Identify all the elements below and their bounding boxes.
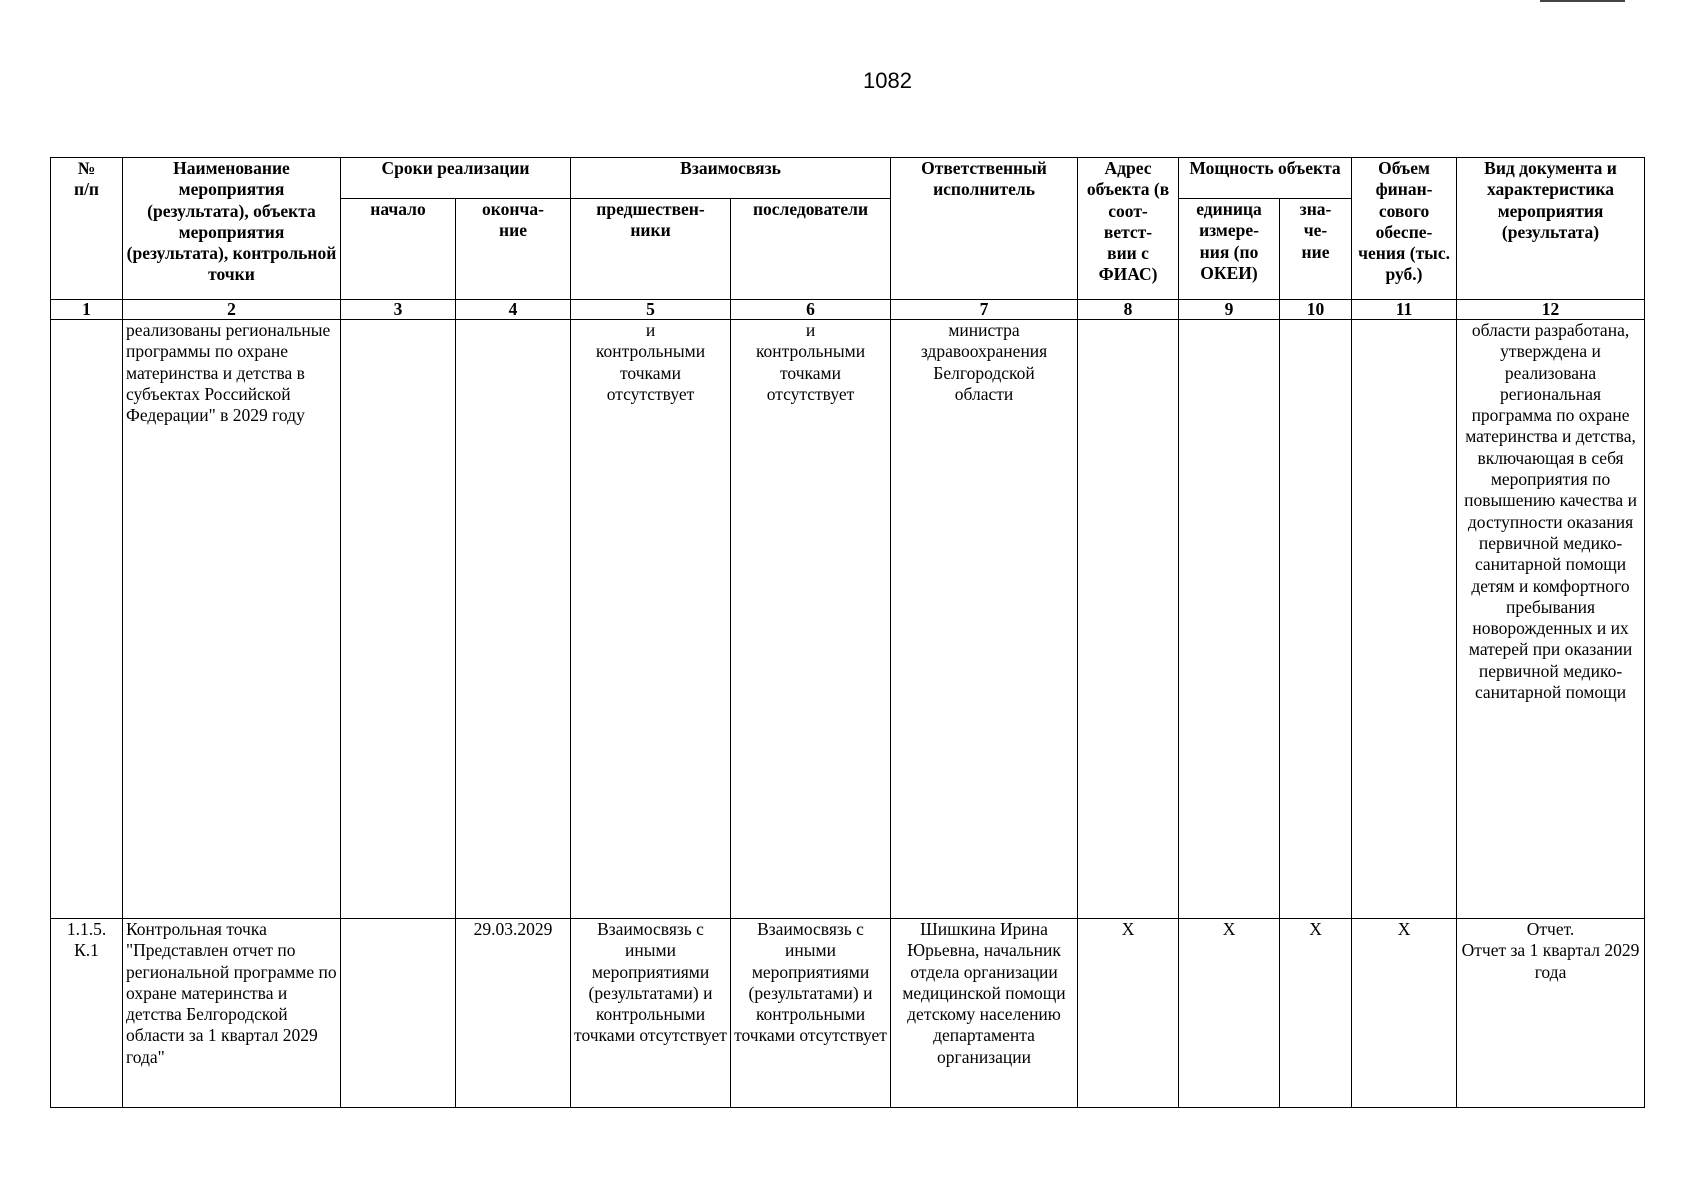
header-responsible: Ответственный исполнитель: [891, 158, 1078, 300]
table-row: [51, 320, 1645, 919]
cell-value: [1280, 320, 1352, 919]
cell-start: [341, 919, 456, 1108]
column-number: 9: [1179, 300, 1280, 320]
header-row-main: [51, 158, 1645, 199]
header-start: начало: [341, 199, 456, 300]
column-number: 5: [571, 300, 731, 320]
cell-number: 1.1.5. К.1: [51, 919, 123, 1108]
cell-end: 29.03.2029: [456, 919, 571, 1108]
cell-value: Х: [1280, 919, 1352, 1108]
header-capacity: Мощность объекта: [1179, 158, 1352, 199]
cell-start: [341, 320, 456, 919]
column-number: 4: [456, 300, 571, 320]
cell-unit: Х: [1179, 919, 1280, 1108]
column-number: 8: [1078, 300, 1179, 320]
cell-address: Х: [1078, 919, 1179, 1108]
cell-successors: Взаимосвязь с иными мероприятиями (результатами) и контрольными точками отсутствует: [731, 919, 891, 1108]
cell-number: [51, 320, 123, 919]
column-number: 6: [731, 300, 891, 320]
cell-funding: Х: [1352, 919, 1457, 1108]
page-number: 1082: [863, 68, 912, 93]
column-number: 3: [341, 300, 456, 320]
header-funding: Объем финан- сового обеспе- чения (тыс. руб.): [1352, 158, 1457, 300]
header-unit: единица измере- ния (по ОКЕИ): [1179, 199, 1280, 300]
cell-doc-type: Отчет. Отчет за 1 квартал 2029 года: [1457, 919, 1645, 1108]
header-doc-type: Вид документа и характеристика мероприятия (результата): [1457, 158, 1645, 300]
cell-doc-type: области разработана, утверждена и реализована региональная программа по охране материнства и детства, включающая в себя мероприятия по повышению качества и доступности оказания первичной медико-санитарной помощи детям и комфортного пребывания новорожденных и их матерей при оказании первичной медико-санитарной помощи: [1457, 320, 1645, 919]
header-successors: последователи: [731, 199, 891, 300]
header-address: Адрес объекта (в соот- ветст- вии с ФИАС): [1078, 158, 1179, 300]
header-name: Наименование мероприятия (результата), объекта мероприятия (результата), контрольной точки: [123, 158, 341, 300]
column-number-row: [51, 300, 1645, 320]
top-edge-rule: [1540, 0, 1625, 2]
header-relation: Взаимосвязь: [571, 158, 891, 199]
plan-table: [50, 157, 1645, 1108]
cell-address: [1078, 320, 1179, 919]
cell-predecessors: и контрольными точками отсутствует: [571, 320, 731, 919]
cell-funding: [1352, 320, 1457, 919]
cell-name: Контрольная точка "Представлен отчет по региональной программе по охране материнства и детства Белгородской области за 1 квартал 2029 года": [123, 919, 341, 1108]
cell-predecessors: Взаимосвязь с иными мероприятиями (результатами) и контрольными точками отсутствует: [571, 919, 731, 1108]
cell-successors: и контрольными точками отсутствует: [731, 320, 891, 919]
header-terms: Сроки реализации: [341, 158, 571, 199]
column-number: 2: [123, 300, 341, 320]
column-number: 7: [891, 300, 1078, 320]
cell-responsible: министра здравоохранения Белгородской области: [891, 320, 1078, 919]
cell-end: [456, 320, 571, 919]
column-number: 11: [1352, 300, 1457, 320]
cell-name: реализованы региональные программы по охране материнства и детства в субъектах Российской Федерации" в 2029 году: [123, 320, 341, 919]
table-row: [51, 919, 1645, 1108]
column-number: 1: [51, 300, 123, 320]
cell-responsible: Шишкина Ирина Юрьевна, начальник отдела организации медицинской помощи детскому населению департамента организации: [891, 919, 1078, 1108]
cell-unit: [1179, 320, 1280, 919]
column-number: 12: [1457, 300, 1645, 320]
header-end: оконча- ние: [456, 199, 571, 300]
column-number: 10: [1280, 300, 1352, 320]
header-value: зна- че- ние: [1280, 199, 1352, 300]
header-predecessors: предшествен- ники: [571, 199, 731, 300]
header-number: № п/п: [51, 158, 123, 300]
